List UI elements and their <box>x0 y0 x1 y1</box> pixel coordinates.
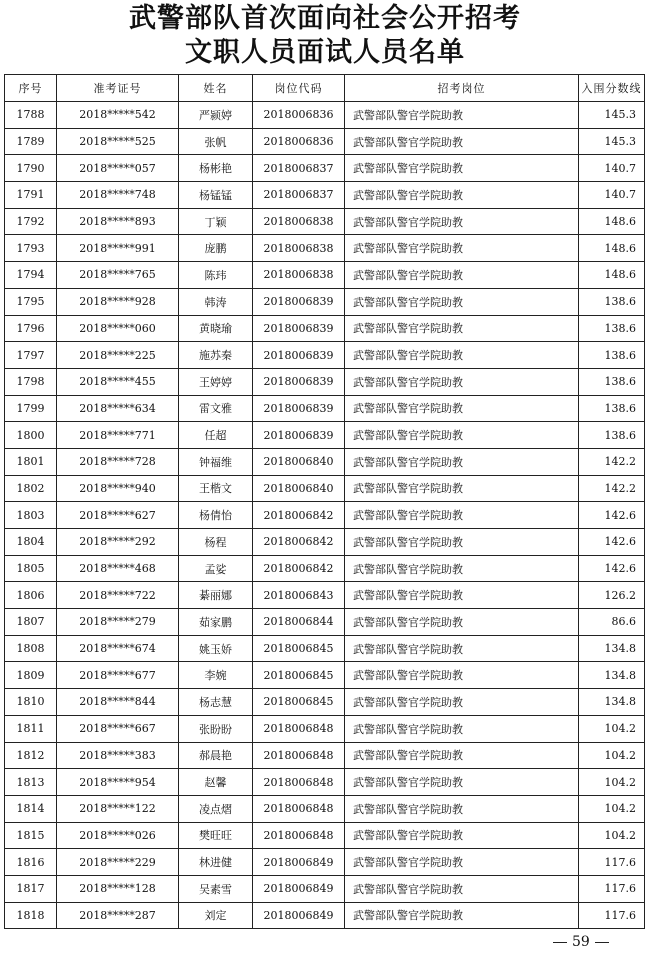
table-row <box>5 849 645 876</box>
cell-post: 武警部队警官学院助教 <box>345 582 579 609</box>
cell-name: 王楷文 <box>179 475 253 502</box>
cell-post: 武警部队警官学院助教 <box>345 795 579 822</box>
cell-name: 张盼盼 <box>179 715 253 742</box>
table-header-row <box>5 75 645 102</box>
page-number: 59 <box>572 934 590 950</box>
cell-post-code: 2018006844 <box>253 609 345 636</box>
cell-post: 武警部队警官学院助教 <box>345 368 579 395</box>
cell-exam-id: 2018*****468 <box>57 555 179 582</box>
cell-name: 施苏秦 <box>179 342 253 369</box>
cell-name: 郝晨艳 <box>179 742 253 769</box>
cell-exam-id: 2018*****677 <box>57 662 179 689</box>
cell-name: 黄晓瑜 <box>179 315 253 342</box>
table-row <box>5 262 645 289</box>
cell-seq: 1793 <box>5 235 57 262</box>
table-row <box>5 102 645 129</box>
table-row <box>5 902 645 929</box>
cell-post-code: 2018006840 <box>253 448 345 475</box>
table-row <box>5 609 645 636</box>
cell-post: 武警部队警官学院助教 <box>345 448 579 475</box>
cell-seq: 1806 <box>5 582 57 609</box>
cell-score: 142.6 <box>579 529 645 556</box>
cell-exam-id: 2018*****627 <box>57 502 179 529</box>
table-row <box>5 395 645 422</box>
cell-name: 杨程 <box>179 529 253 556</box>
cell-name: 韩涛 <box>179 288 253 315</box>
cell-seq: 1804 <box>5 529 57 556</box>
cell-score: 140.7 <box>579 182 645 209</box>
cell-score: 142.2 <box>579 475 645 502</box>
cell-post: 武警部队警官学院助教 <box>345 208 579 235</box>
cell-post-code: 2018006845 <box>253 635 345 662</box>
cell-seq: 1791 <box>5 182 57 209</box>
cell-post: 武警部队警官学院助教 <box>345 315 579 342</box>
cell-exam-id: 2018*****060 <box>57 315 179 342</box>
cell-seq: 1813 <box>5 769 57 796</box>
cell-score: 138.6 <box>579 315 645 342</box>
cell-post-code: 2018006837 <box>253 155 345 182</box>
cell-exam-id: 2018*****279 <box>57 609 179 636</box>
cell-post: 武警部队警官学院助教 <box>345 288 579 315</box>
cell-name: 庞鹏 <box>179 235 253 262</box>
table-row <box>5 875 645 902</box>
cell-post-code: 2018006842 <box>253 502 345 529</box>
cell-score: 145.3 <box>579 128 645 155</box>
cell-exam-id: 2018*****122 <box>57 795 179 822</box>
cell-name: 任超 <box>179 422 253 449</box>
cell-post: 武警部队警官学院助教 <box>345 875 579 902</box>
cell-seq: 1797 <box>5 342 57 369</box>
cell-post-code: 2018006843 <box>253 582 345 609</box>
cell-post-code: 2018006848 <box>253 769 345 796</box>
cell-score: 117.6 <box>579 875 645 902</box>
cell-score: 134.8 <box>579 662 645 689</box>
cell-post: 武警部队警官学院助教 <box>345 262 579 289</box>
cell-post-code: 2018006837 <box>253 182 345 209</box>
cell-exam-id: 2018*****940 <box>57 475 179 502</box>
cell-post-code: 2018006849 <box>253 849 345 876</box>
cell-seq: 1801 <box>5 448 57 475</box>
table-body <box>5 102 645 929</box>
table-row <box>5 662 645 689</box>
cell-post: 武警部队警官学院助教 <box>345 475 579 502</box>
cell-exam-id: 2018*****383 <box>57 742 179 769</box>
cell-score: 148.6 <box>579 262 645 289</box>
table-row <box>5 822 645 849</box>
cell-seq: 1812 <box>5 742 57 769</box>
cell-seq: 1810 <box>5 689 57 716</box>
cell-score: 140.7 <box>579 155 645 182</box>
cell-score: 142.2 <box>579 448 645 475</box>
cell-post-code: 2018006838 <box>253 208 345 235</box>
cell-post-code: 2018006842 <box>253 529 345 556</box>
cell-name: 樊旺旺 <box>179 822 253 849</box>
cell-seq: 1802 <box>5 475 57 502</box>
cell-name: 吴素雪 <box>179 875 253 902</box>
cell-seq: 1805 <box>5 555 57 582</box>
cell-post: 武警部队警官学院助教 <box>345 849 579 876</box>
cell-exam-id: 2018*****893 <box>57 208 179 235</box>
cell-exam-id: 2018*****674 <box>57 635 179 662</box>
cell-name: 凌点熠 <box>179 795 253 822</box>
col-header-name: 姓名 <box>179 75 253 102</box>
cell-score: 142.6 <box>579 502 645 529</box>
cell-score: 104.2 <box>579 715 645 742</box>
cell-name: 綦丽娜 <box>179 582 253 609</box>
cell-seq: 1788 <box>5 102 57 129</box>
table-row <box>5 368 645 395</box>
cell-post-code: 2018006839 <box>253 342 345 369</box>
page-title-line-2: 文职人员面试人员名单 <box>185 37 465 68</box>
cell-seq: 1817 <box>5 875 57 902</box>
table-row <box>5 475 645 502</box>
col-header-score: 入围分数线 <box>579 75 645 102</box>
table-row <box>5 529 645 556</box>
cell-seq: 1814 <box>5 795 57 822</box>
cell-exam-id: 2018*****229 <box>57 849 179 876</box>
cell-name: 林进健 <box>179 849 253 876</box>
cell-seq: 1795 <box>5 288 57 315</box>
cell-post: 武警部队警官学院助教 <box>345 635 579 662</box>
page-title-line-1: 武警部队首次面向社会公开招考 <box>129 3 521 34</box>
cell-exam-id: 2018*****455 <box>57 368 179 395</box>
cell-exam-id: 2018*****667 <box>57 715 179 742</box>
cell-score: 138.6 <box>579 342 645 369</box>
cell-post-code: 2018006839 <box>253 368 345 395</box>
cell-exam-id: 2018*****026 <box>57 822 179 849</box>
cell-post: 武警部队警官学院助教 <box>345 155 579 182</box>
cell-exam-id: 2018*****844 <box>57 689 179 716</box>
table-row <box>5 342 645 369</box>
cell-seq: 1816 <box>5 849 57 876</box>
candidate-table <box>4 74 645 929</box>
cell-post: 武警部队警官学院助教 <box>345 715 579 742</box>
cell-post: 武警部队警官学院助教 <box>345 182 579 209</box>
cell-post-code: 2018006838 <box>253 235 345 262</box>
table-row <box>5 742 645 769</box>
cell-seq: 1794 <box>5 262 57 289</box>
cell-exam-id: 2018*****748 <box>57 182 179 209</box>
cell-post: 武警部队警官学院助教 <box>345 902 579 929</box>
cell-score: 126.2 <box>579 582 645 609</box>
table-row <box>5 715 645 742</box>
cell-post: 武警部队警官学院助教 <box>345 102 579 129</box>
cell-seq: 1796 <box>5 315 57 342</box>
cell-post: 武警部队警官学院助教 <box>345 609 579 636</box>
col-header-post: 招考岗位 <box>345 75 579 102</box>
cell-seq: 1808 <box>5 635 57 662</box>
cell-post-code: 2018006845 <box>253 689 345 716</box>
cell-score: 104.2 <box>579 795 645 822</box>
cell-post-code: 2018006848 <box>253 795 345 822</box>
cell-post: 武警部队警官学院助教 <box>345 529 579 556</box>
table-row <box>5 235 645 262</box>
cell-score: 142.6 <box>579 555 645 582</box>
cell-post-code: 2018006839 <box>253 422 345 449</box>
cell-post: 武警部队警官学院助教 <box>345 502 579 529</box>
cell-score: 117.6 <box>579 902 645 929</box>
cell-exam-id: 2018*****728 <box>57 448 179 475</box>
cell-post: 武警部队警官学院助教 <box>345 395 579 422</box>
cell-score: 148.6 <box>579 208 645 235</box>
cell-name: 严颍婷 <box>179 102 253 129</box>
cell-score: 134.8 <box>579 635 645 662</box>
cell-post-code: 2018006849 <box>253 902 345 929</box>
cell-seq: 1798 <box>5 368 57 395</box>
cell-exam-id: 2018*****771 <box>57 422 179 449</box>
cell-name: 雷文雅 <box>179 395 253 422</box>
cell-post-code: 2018006839 <box>253 315 345 342</box>
cell-score: 104.2 <box>579 742 645 769</box>
cell-seq: 1789 <box>5 128 57 155</box>
col-header-post-code: 岗位代码 <box>253 75 345 102</box>
cell-exam-id: 2018*****057 <box>57 155 179 182</box>
cell-seq: 1800 <box>5 422 57 449</box>
cell-name: 杨彬艳 <box>179 155 253 182</box>
cell-name: 杨倩怡 <box>179 502 253 529</box>
page-footer <box>548 934 614 950</box>
cell-post-code: 2018006840 <box>253 475 345 502</box>
cell-seq: 1811 <box>5 715 57 742</box>
cell-post: 武警部队警官学院助教 <box>345 555 579 582</box>
cell-exam-id: 2018*****225 <box>57 342 179 369</box>
cell-score: 138.6 <box>579 422 645 449</box>
table-row <box>5 448 645 475</box>
table-row <box>5 689 645 716</box>
cell-post: 武警部队警官学院助教 <box>345 422 579 449</box>
table-row <box>5 315 645 342</box>
table-row <box>5 795 645 822</box>
cell-name: 李婉 <box>179 662 253 689</box>
cell-exam-id: 2018*****542 <box>57 102 179 129</box>
cell-exam-id: 2018*****765 <box>57 262 179 289</box>
cell-name: 孟娑 <box>179 555 253 582</box>
cell-post-code: 2018006839 <box>253 288 345 315</box>
cell-score: 138.6 <box>579 395 645 422</box>
cell-post-code: 2018006849 <box>253 875 345 902</box>
cell-name: 张帆 <box>179 128 253 155</box>
cell-post-code: 2018006842 <box>253 555 345 582</box>
footer-dash-right <box>595 942 609 943</box>
cell-post: 武警部队警官学院助教 <box>345 822 579 849</box>
cell-exam-id: 2018*****954 <box>57 769 179 796</box>
table-row <box>5 182 645 209</box>
table-row <box>5 555 645 582</box>
cell-seq: 1807 <box>5 609 57 636</box>
col-header-seq: 序号 <box>5 75 57 102</box>
cell-post: 武警部队警官学院助教 <box>345 235 579 262</box>
cell-score: 86.6 <box>579 609 645 636</box>
cell-post-code: 2018006839 <box>253 395 345 422</box>
cell-exam-id: 2018*****287 <box>57 902 179 929</box>
cell-exam-id: 2018*****722 <box>57 582 179 609</box>
cell-score: 148.6 <box>579 235 645 262</box>
cell-post: 武警部队警官学院助教 <box>345 662 579 689</box>
table-row <box>5 582 645 609</box>
table-row <box>5 288 645 315</box>
cell-exam-id: 2018*****634 <box>57 395 179 422</box>
cell-score: 138.6 <box>579 368 645 395</box>
table-row <box>5 208 645 235</box>
table-row <box>5 128 645 155</box>
cell-name: 姚玉娇 <box>179 635 253 662</box>
cell-post: 武警部队警官学院助教 <box>345 769 579 796</box>
cell-seq: 1809 <box>5 662 57 689</box>
cell-name: 钟福维 <box>179 448 253 475</box>
cell-post-code: 2018006838 <box>253 262 345 289</box>
cell-name: 丁颖 <box>179 208 253 235</box>
cell-seq: 1818 <box>5 902 57 929</box>
cell-post-code: 2018006836 <box>253 102 345 129</box>
footer-dash-left <box>553 942 567 943</box>
cell-post-code: 2018006848 <box>253 822 345 849</box>
cell-name: 陈玮 <box>179 262 253 289</box>
cell-seq: 1799 <box>5 395 57 422</box>
cell-exam-id: 2018*****292 <box>57 529 179 556</box>
cell-score: 104.2 <box>579 769 645 796</box>
col-header-exam-id: 准考证号 <box>57 75 179 102</box>
cell-name: 刘定 <box>179 902 253 929</box>
cell-name: 赵馨 <box>179 769 253 796</box>
cell-name: 杨锰锰 <box>179 182 253 209</box>
table-row <box>5 635 645 662</box>
table-row <box>5 155 645 182</box>
cell-name: 茹家鹏 <box>179 609 253 636</box>
cell-post: 武警部队警官学院助教 <box>345 742 579 769</box>
cell-seq: 1803 <box>5 502 57 529</box>
cell-score: 117.6 <box>579 849 645 876</box>
cell-post: 武警部队警官学院助教 <box>345 128 579 155</box>
cell-post-code: 2018006848 <box>253 742 345 769</box>
cell-seq: 1815 <box>5 822 57 849</box>
cell-score: 134.8 <box>579 689 645 716</box>
cell-post-code: 2018006848 <box>253 715 345 742</box>
cell-score: 138.6 <box>579 288 645 315</box>
cell-seq: 1792 <box>5 208 57 235</box>
table-row <box>5 769 645 796</box>
cell-post: 武警部队警官学院助教 <box>345 689 579 716</box>
cell-exam-id: 2018*****525 <box>57 128 179 155</box>
cell-score: 104.2 <box>579 822 645 849</box>
cell-exam-id: 2018*****128 <box>57 875 179 902</box>
cell-post-code: 2018006836 <box>253 128 345 155</box>
cell-seq: 1790 <box>5 155 57 182</box>
cell-name: 王婷婷 <box>179 368 253 395</box>
cell-post-code: 2018006845 <box>253 662 345 689</box>
cell-score: 145.3 <box>579 102 645 129</box>
cell-name: 杨志慧 <box>179 689 253 716</box>
cell-exam-id: 2018*****991 <box>57 235 179 262</box>
table-row <box>5 422 645 449</box>
table-row <box>5 502 645 529</box>
cell-exam-id: 2018*****928 <box>57 288 179 315</box>
cell-post: 武警部队警官学院助教 <box>345 342 579 369</box>
